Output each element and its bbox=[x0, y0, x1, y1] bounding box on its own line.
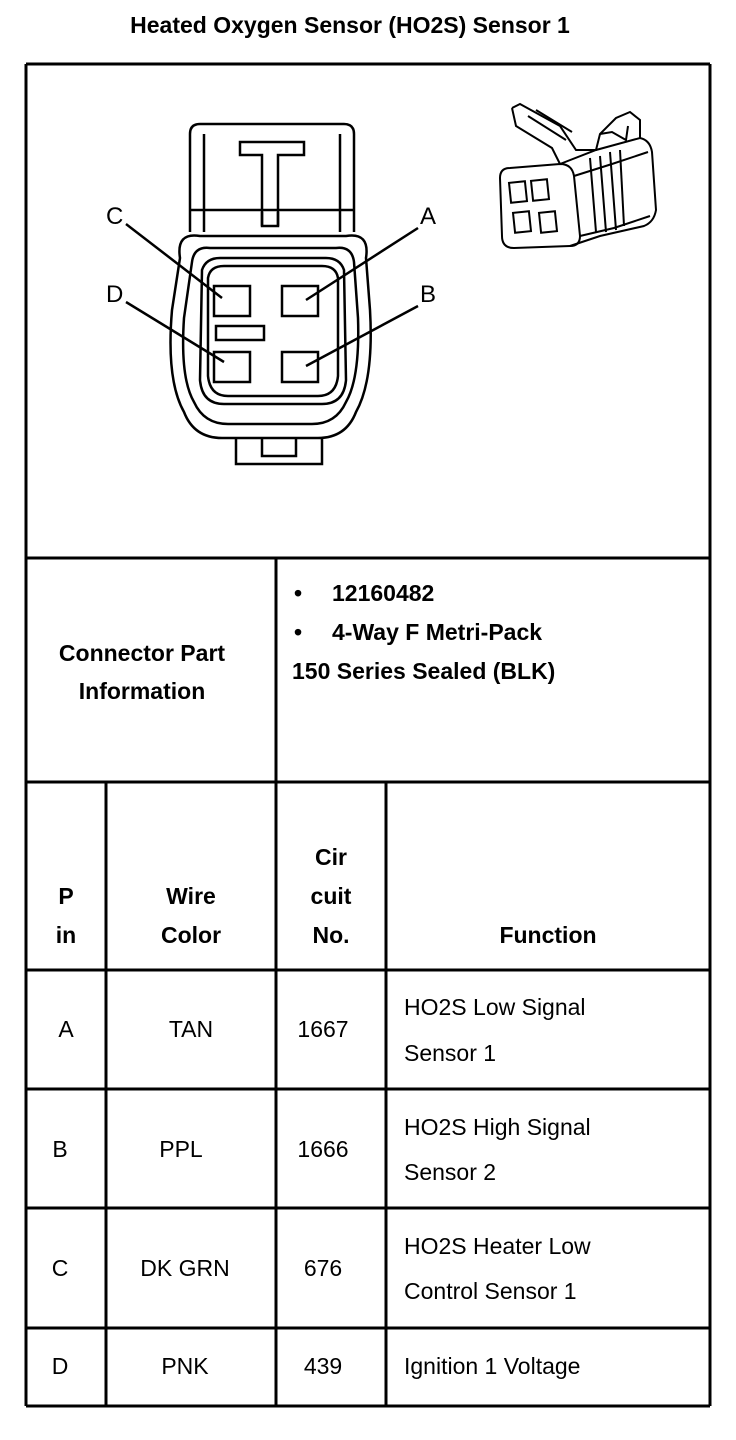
row-d-circuit: 439 bbox=[303, 1353, 343, 1379]
header-circuit-1: Cir bbox=[315, 844, 347, 870]
connector-type-line-2: 150 Series Sealed (BLK) bbox=[292, 658, 556, 684]
row-b-function-2: Sensor 2 bbox=[404, 1159, 497, 1185]
row-c-wire: DK GRN bbox=[140, 1255, 230, 1281]
row-a-circuit: 1667 bbox=[297, 1016, 349, 1042]
row-c-function-2: Control Sensor 1 bbox=[404, 1278, 577, 1304]
row-c-circuit: 676 bbox=[303, 1255, 343, 1281]
connector-3d-icon bbox=[500, 104, 656, 248]
pin-label-a: A bbox=[420, 203, 437, 230]
connector-info-label-2: Information bbox=[78, 678, 206, 704]
header-pin-1: P bbox=[58, 883, 74, 909]
header-circuit-3: No. bbox=[312, 922, 350, 948]
header-circuit-2: cuit bbox=[310, 883, 352, 909]
row-b-wire: PPL bbox=[159, 1136, 203, 1162]
row-c-function-1: HO2S Heater Low bbox=[404, 1233, 591, 1259]
connector-type-line-1: 4-Way F Metri-Pack bbox=[332, 619, 543, 645]
part-number: 12160482 bbox=[332, 580, 435, 606]
row-d-wire: PNK bbox=[161, 1353, 209, 1379]
row-a-pin: A bbox=[58, 1016, 74, 1042]
pin-label-d: D bbox=[106, 281, 124, 308]
row-b-circuit: 1666 bbox=[297, 1136, 349, 1162]
bullet-1: • bbox=[294, 580, 303, 606]
row-a-function-1: HO2S Low Signal bbox=[404, 994, 586, 1020]
page-title: Heated Oxygen Sensor (HO2S) Sensor 1 bbox=[130, 12, 570, 38]
row-c-pin: C bbox=[51, 1255, 69, 1281]
row-a-function-2: Sensor 1 bbox=[404, 1040, 497, 1066]
header-wire-2: Color bbox=[160, 922, 222, 948]
header-function: Function bbox=[499, 922, 597, 948]
row-b-pin: B bbox=[52, 1136, 68, 1162]
header-pin-2: in bbox=[55, 922, 77, 948]
row-a-wire: TAN bbox=[168, 1016, 214, 1042]
row-d-pin: D bbox=[51, 1353, 69, 1379]
pin-label-c: C bbox=[106, 203, 124, 230]
header-wire-1: Wire bbox=[166, 883, 216, 909]
row-d-function-1: Ignition 1 Voltage bbox=[404, 1353, 581, 1379]
pin-label-b: B bbox=[420, 281, 437, 308]
connector-face-icon bbox=[126, 124, 418, 464]
row-b-function-1: HO2S High Signal bbox=[404, 1114, 591, 1140]
bullet-2: • bbox=[294, 619, 303, 645]
connector-info-label-1: Connector Part bbox=[58, 640, 226, 666]
table-grid bbox=[26, 64, 710, 1406]
